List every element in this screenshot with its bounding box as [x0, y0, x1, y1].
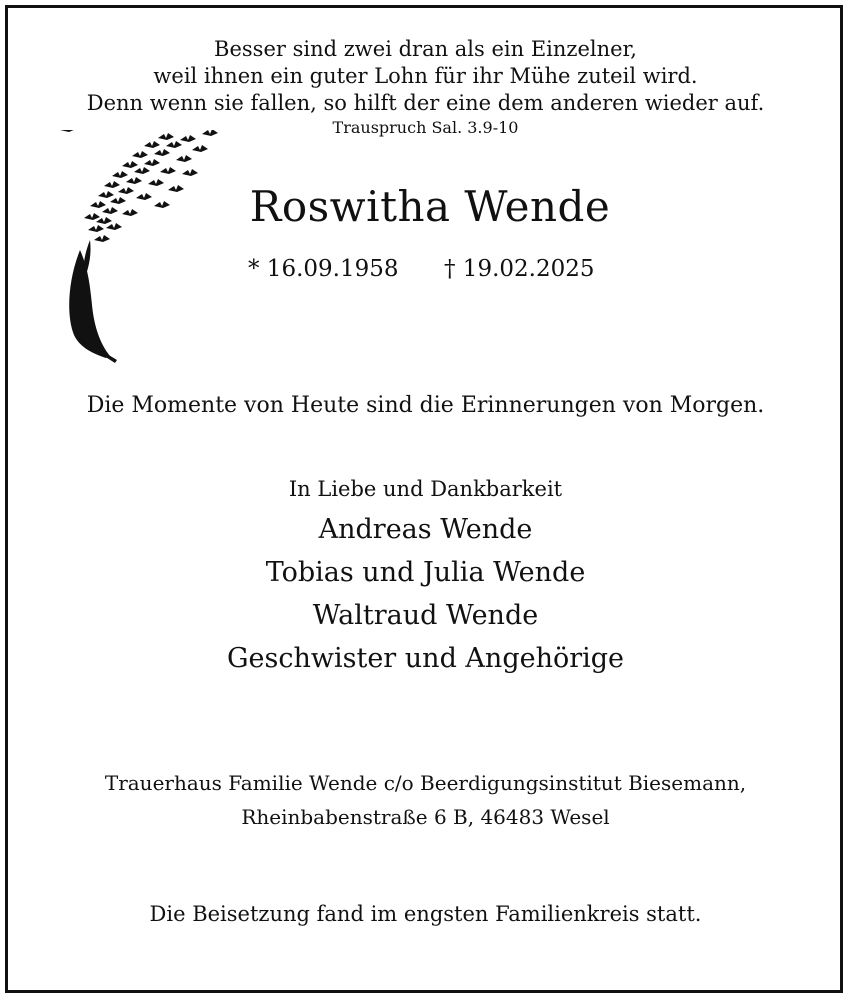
- verse-line: Besser sind zwei dran als ein Einzelner,: [214, 37, 637, 61]
- feather-with-birds-icon: [60, 130, 220, 365]
- deceased-name: Roswitha Wende: [249, 182, 611, 231]
- mourner-name: Andreas Wende: [318, 514, 533, 545]
- mourner-name: Geschwister und Angehörige: [226, 643, 625, 674]
- birth-date: * 16.09.1958: [248, 256, 399, 282]
- mourner-name: Tobias und Julia Wende: [265, 557, 586, 588]
- verse-source: Trauspruch Sal. 3.9-10: [332, 118, 519, 137]
- mourners-list: [0, 508, 851, 680]
- death-date: † 19.02.2025: [444, 256, 595, 282]
- verse-block: [0, 36, 851, 117]
- mourner-name: Waltraud Wende: [312, 600, 539, 631]
- mourning-house-address: [0, 766, 851, 834]
- motto: Die Momente von Heute sind die Erinnerungen von Morgen.: [86, 393, 765, 418]
- mourners-intro: In Liebe und Dankbarkeit: [288, 477, 563, 501]
- funeral-note: Die Beisetzung fand im engsten Familienkreis statt.: [149, 902, 702, 926]
- verse-line: Denn wenn sie fallen, so hilft der eine dem anderen wieder auf.: [86, 91, 765, 115]
- address-line: Rheinbabenstraße 6 B, 46483 Wesel: [241, 805, 610, 829]
- address-line: Trauerhaus Familie Wende c/o Beerdigungsinstitut Biesemann,: [104, 771, 747, 795]
- verse-line: weil ihnen ein guter Lohn für ihr Mühe zuteil wird.: [153, 64, 698, 88]
